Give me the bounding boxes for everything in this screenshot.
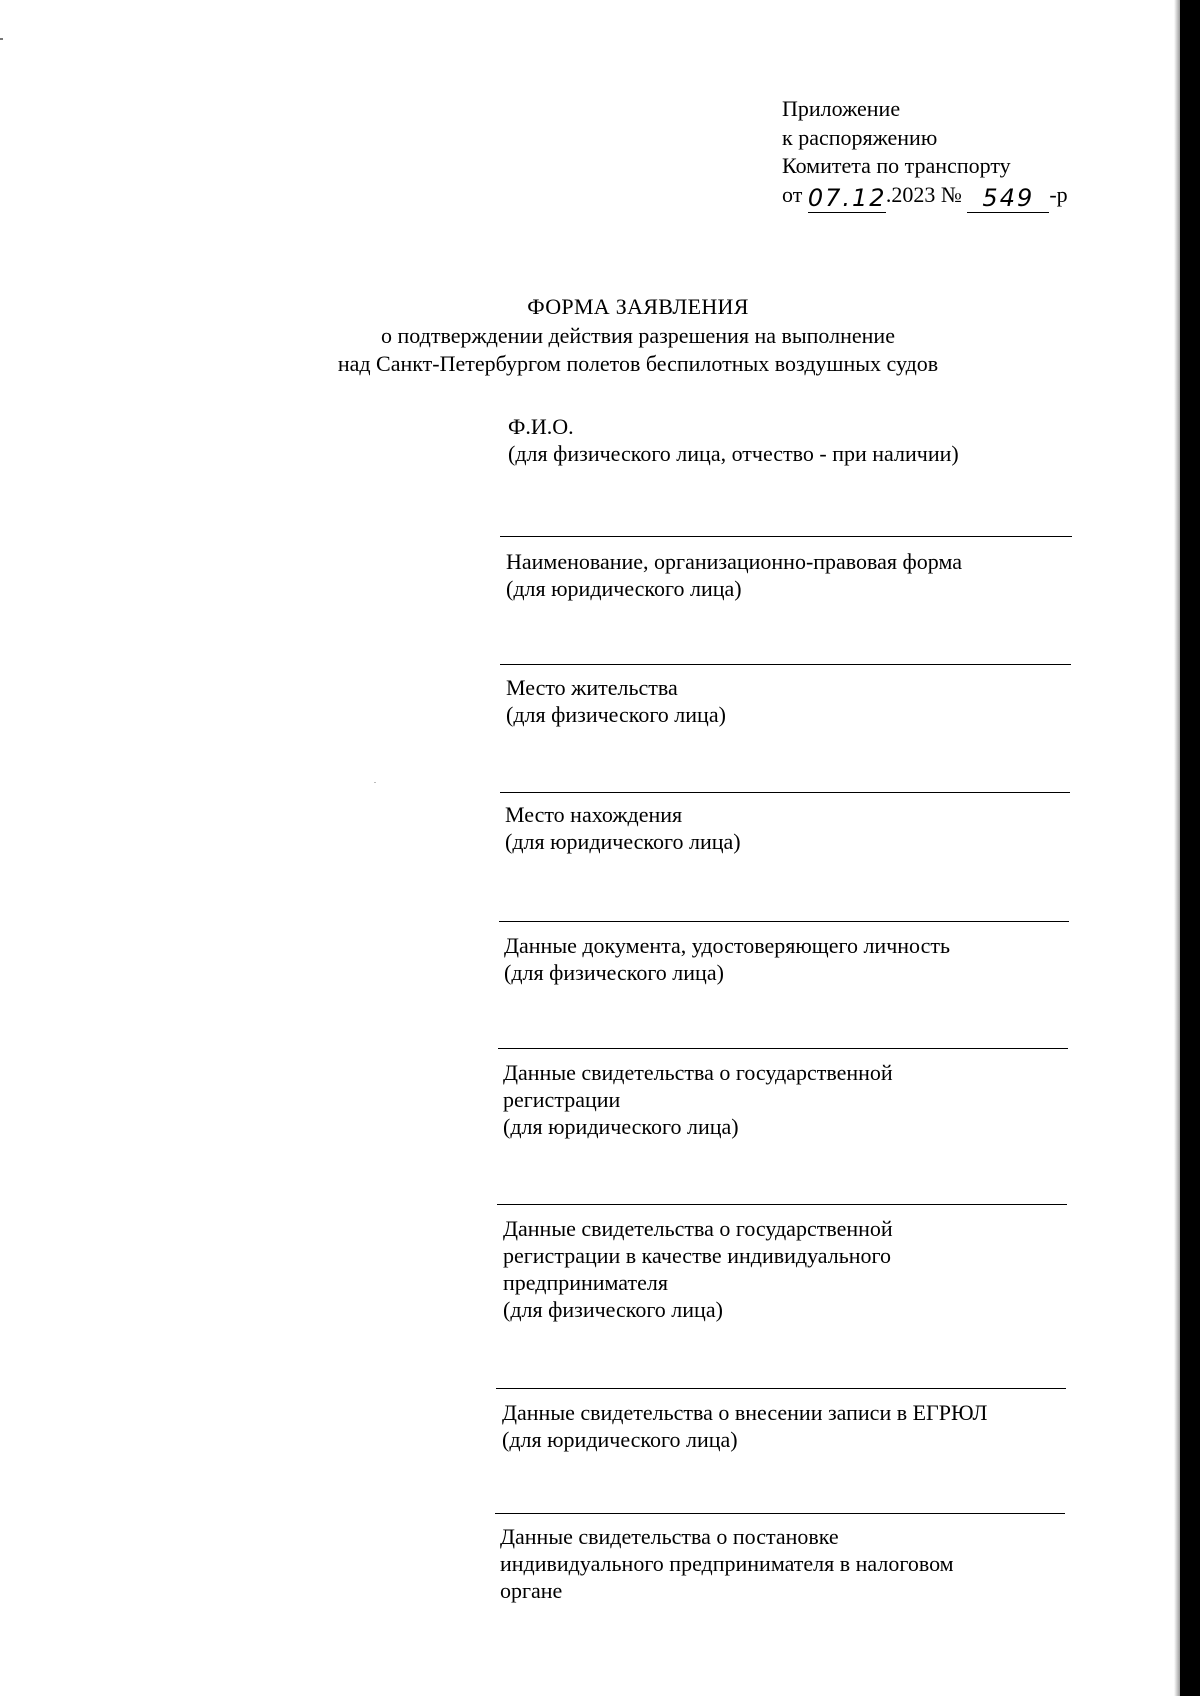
field-label-line: (для физического лица) <box>503 1297 723 1322</box>
field-label-line: (для юридического лица) <box>505 829 741 854</box>
appendix-header <box>782 95 1068 213</box>
form-field-6 <box>503 1059 893 1140</box>
form-field-1 <box>508 413 959 467</box>
field-underline <box>495 1513 1065 1514</box>
field-label-line: (для физического лица) <box>504 960 724 985</box>
field-underline <box>500 792 1070 793</box>
form-field-9 <box>500 1523 954 1604</box>
field-label-line: Наименование, организационно-правовая форма <box>506 549 962 574</box>
field-label-line: (для юридического лица) <box>502 1427 738 1452</box>
field-underline <box>500 664 1071 665</box>
field-label-line: регистрации в качестве индивидуального <box>503 1243 891 1268</box>
scan-edge <box>1180 0 1200 1696</box>
field-label-line: Место жительства <box>506 675 678 700</box>
field-label-line: органе <box>500 1578 563 1603</box>
field-label-line: Данные документа, удостоверяющего личность <box>504 933 951 958</box>
field-underline <box>499 921 1069 922</box>
form-title-line-1: ФОРМА ЗАЯВЛЕНИЯ <box>527 294 749 319</box>
order-suffix: -р <box>1049 181 1068 207</box>
appendix-line-3: Комитета по транспорту <box>782 153 1011 178</box>
form-field-4 <box>505 801 741 855</box>
appendix-line-2: к распоряжению <box>782 124 938 150</box>
year-text: .2023 № <box>885 181 962 207</box>
field-label-line: регистрации <box>503 1087 621 1112</box>
field-label-line: Место нахождения <box>505 802 683 827</box>
scan-speck <box>374 782 376 783</box>
form-title-line-2: о подтверждении действия разрешения на выполнение <box>381 322 895 348</box>
appendix-line-1: Приложение <box>782 96 901 121</box>
field-label-line: Ф.И.О. <box>508 414 574 439</box>
field-label-line: (для юридического лица) <box>506 576 742 601</box>
form-title <box>0 293 1200 379</box>
form-title-line-3: над Санкт-Петербургом полетов беспилотных воздушных судов <box>337 351 939 376</box>
form-field-2 <box>506 548 962 602</box>
field-label-line: индивидуального предпринимателя в налоговом <box>500 1551 954 1576</box>
date-prefix: от <box>782 181 803 207</box>
handwritten-number: 549 <box>967 186 1049 213</box>
field-label-line: Данные свидетельства о государственной <box>503 1216 893 1241</box>
handwritten-date: 07.12 <box>807 183 887 212</box>
field-label-line: Данные свидетельства о государственной <box>503 1060 893 1085</box>
field-label-line: предпринимателя <box>503 1270 668 1295</box>
field-underline <box>497 1204 1067 1205</box>
form-field-7 <box>503 1215 893 1323</box>
form-field-8 <box>502 1399 987 1453</box>
field-underline <box>496 1388 1066 1389</box>
form-field-5 <box>504 932 950 986</box>
field-label-line: Данные свидетельства о внесении записи в ЕГРЮЛ <box>502 1400 988 1425</box>
appendix-date-line <box>782 181 1068 213</box>
field-label-line: (для физического лица, отчество - при наличии) <box>508 441 959 466</box>
form-field-3 <box>506 674 726 728</box>
field-label-line: (для физического лица) <box>506 702 726 727</box>
field-label-line: (для юридического лица) <box>503 1114 739 1139</box>
field-label-line: Данные свидетельства о постановке <box>500 1524 839 1549</box>
field-underline <box>500 536 1072 537</box>
field-underline <box>498 1048 1068 1049</box>
scan-speck <box>0 38 3 40</box>
